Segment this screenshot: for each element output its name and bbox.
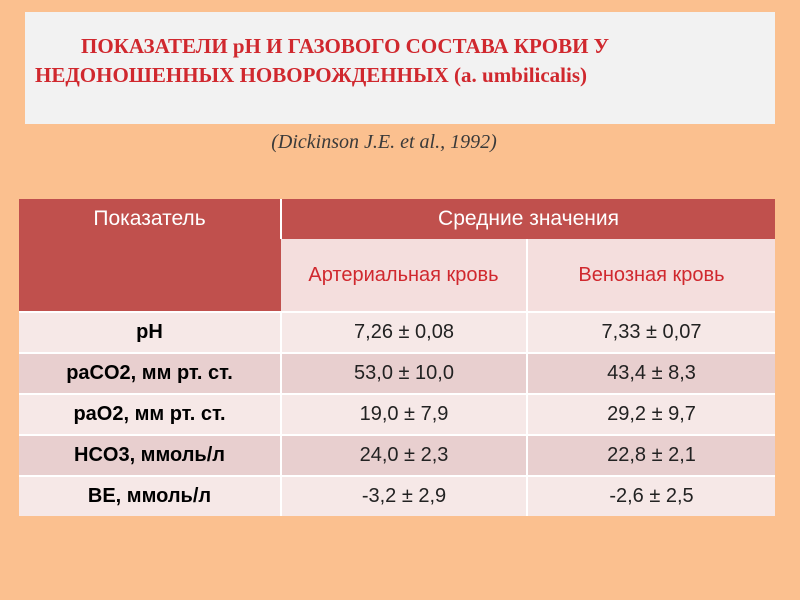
table-row <box>19 353 775 394</box>
title-box <box>25 12 775 124</box>
venous-value: 7,33 ± 0,07 <box>527 312 775 353</box>
venous-value: 29,2 ± 9,7 <box>527 394 775 435</box>
row-label: HCO3, ммоль/л <box>19 435 281 476</box>
table-row <box>19 476 775 516</box>
row-label: BE, ммоль/л <box>19 476 281 516</box>
arterial-value: 24,0 ± 2,3 <box>281 435 527 476</box>
blood-gas-table <box>19 199 775 516</box>
header-venous: Венозная кровь <box>527 239 775 312</box>
arterial-value: -3,2 ± 2,9 <box>281 476 527 516</box>
row-label: pH <box>19 312 281 353</box>
venous-value: 22,8 ± 2,1 <box>527 435 775 476</box>
venous-value: -2,6 ± 2,5 <box>527 476 775 516</box>
arterial-value: 53,0 ± 10,0 <box>281 353 527 394</box>
table-row <box>19 312 775 353</box>
row-label: paCO2, мм рт. ст. <box>19 353 281 394</box>
citation: (Dickinson J.E. et al., 1992) <box>271 131 497 153</box>
table-row <box>19 394 775 435</box>
arterial-value: 7,26 ± 0,08 <box>281 312 527 353</box>
header-arterial: Артериальная кровь <box>281 239 527 312</box>
row-label: paO2, мм рт. ст. <box>19 394 281 435</box>
table-row <box>19 435 775 476</box>
venous-value: 43,4 ± 8,3 <box>527 353 775 394</box>
header-indicator: Показатель <box>19 199 281 312</box>
slide-title: ПОКАЗАТЕЛИ pH И ГАЗОВОГО СОСТАВА КРОВИ У НЕДОНОШЕННЫХ НОВОРОЖДЕННЫХ (a. umbilicalis) <box>35 34 610 87</box>
arterial-value: 19,0 ± 7,9 <box>281 394 527 435</box>
header-mean-values: Средние значения <box>281 199 775 239</box>
